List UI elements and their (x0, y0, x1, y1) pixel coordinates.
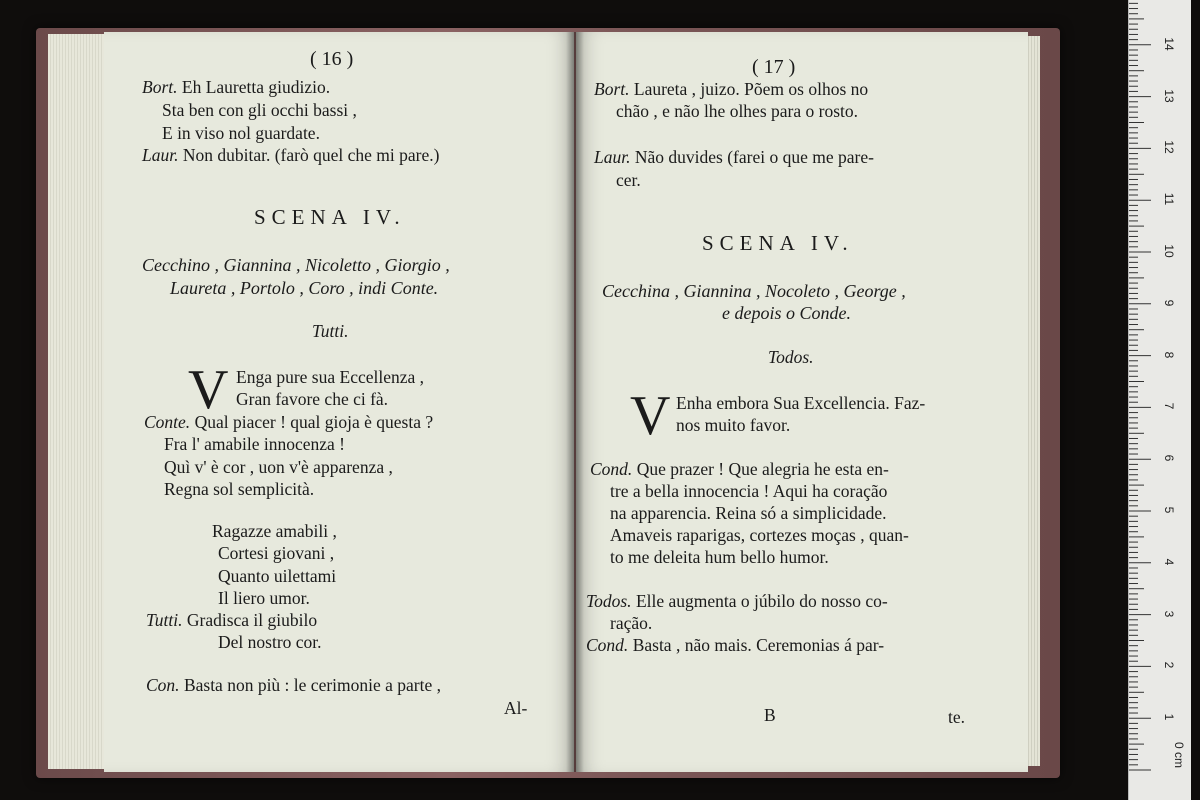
dialogue-line (590, 458, 889, 480)
dialogue-line (144, 411, 433, 433)
verse-line: Gran favore che ci fà. (236, 389, 389, 409)
speaker: Laur. (594, 147, 631, 167)
page-number: ( 16 ) (310, 48, 354, 70)
dialogue-text: Elle augmenta o júbilo do nosso co- (635, 591, 888, 611)
ruler-label: 7 (1162, 403, 1176, 410)
speaker: Bort. (594, 79, 630, 99)
dialogue-line (594, 146, 874, 168)
page-number: ( 17 ) (752, 56, 796, 78)
drop-cap: V (630, 385, 671, 447)
dialogue-line (586, 590, 888, 612)
dialogue-line: chão , e não lhe olhes para o rosto. (616, 101, 859, 121)
ruler-label: 11 (1162, 192, 1176, 206)
dialogue-line: ração. (610, 613, 653, 633)
ruler-label: 14 (1162, 37, 1176, 51)
characters-line: Cecchina , Giannina , Nocoleto , George , (602, 281, 906, 301)
dialogue-line: tre a bella innocencia ! Aqui ha coração (610, 481, 888, 501)
aria-line: Il liero umor. (218, 588, 310, 608)
dialogue-line (586, 634, 884, 656)
speaker: Bort. (142, 77, 178, 97)
dialogue-text: Basta non più : le cerimonie a parte , (183, 675, 442, 695)
dialogue-line (142, 76, 330, 98)
left-page (104, 32, 574, 772)
dialogue-text: Não duvides (farei o que me pare- (634, 147, 874, 167)
characters-line: e depois o Conde. (722, 303, 851, 323)
dialogue-text: Basta , não mais. Ceremonias á par- (632, 635, 885, 655)
aria-line: Cortesi giovani , (218, 543, 335, 563)
dialogue-line: cer. (616, 170, 641, 190)
dialogue-line: E in viso nol guardate. (162, 123, 320, 143)
catchword: te. (948, 707, 966, 727)
verse-line: Quì v' è cor , uon v'è apparenza , (164, 457, 393, 477)
ruler-label: 5 (1162, 506, 1176, 514)
dialogue-line: na apparencia. Reina só a simplicidade. (610, 503, 887, 523)
ruler-label: 4 (1162, 558, 1176, 566)
dialogue-text: Eh Lauretta giudizio. (181, 77, 331, 97)
verse-line: Regna sol semplicità. (164, 479, 315, 499)
dialogue-line: Amaveis raparigas, cortezes moças , quan- (610, 525, 909, 545)
speaker: Conte. (144, 412, 191, 432)
drop-cap: V (188, 359, 229, 421)
speaker: Con. (146, 675, 180, 695)
measuring-ruler (1128, 0, 1191, 800)
ruler-label: 2 (1162, 662, 1176, 669)
aria-line: Del nostro cor. (218, 632, 322, 652)
dialogue-text: Que prazer ! Que alegria he esta en- (636, 459, 889, 479)
speaker: Cond. (590, 459, 633, 479)
ruler-label: 8 (1162, 351, 1176, 358)
ruler-ticks (1129, 0, 1191, 800)
scene-title: SCENA IV. (254, 205, 406, 229)
ruler-label: 0 cm (1172, 741, 1186, 768)
verse-line: Fra l' amabile innocenza ! (164, 434, 345, 454)
scene-title: SCENA IV. (702, 231, 854, 255)
book-gutter (566, 32, 584, 772)
ruler-label: 1 (1162, 713, 1176, 721)
dialogue-line: to me deleita hum bello humor. (610, 547, 829, 567)
aria-line: Quanto uilettami (218, 566, 337, 586)
aria-line: Ragazze amabili , (212, 521, 337, 541)
right-page (576, 32, 1028, 772)
ruler-label: 3 (1162, 610, 1176, 617)
dialogue-line (594, 78, 868, 100)
speaker: Laur. (142, 145, 179, 165)
ruler-label: 13 (1162, 88, 1176, 103)
verse-line: nos muito favor. (676, 415, 791, 435)
ruler-label: 10 (1162, 244, 1176, 258)
catchword: Al- (504, 698, 528, 718)
dialogue-text: Gradisca il giubilo (186, 610, 318, 630)
characters-line: Cecchino , Giannina , Nicoletto , Giorgio , (142, 255, 450, 275)
signature-mark: B (764, 705, 776, 725)
dialogue-text: Non dubitar. (farò quel che mi pare.) (182, 145, 440, 165)
tutti-heading: Tutti. (312, 321, 349, 341)
verse-line: Enga pure sua Eccellenza , (236, 367, 425, 387)
speaker: Tutti. (146, 610, 183, 630)
dialogue-line: Sta ben con gli occhi bassi , (162, 100, 357, 120)
characters-line: Laureta , Portolo , Coro , indi Conte. (170, 278, 439, 298)
dialogue-text: Qual piacer ! qual gioja è questa ? (194, 412, 434, 432)
ruler-label: 9 (1162, 299, 1176, 307)
dialogue-line (142, 144, 439, 166)
speaker: Cond. (586, 635, 629, 655)
page-edges-left (48, 34, 107, 769)
dialogue-line (146, 674, 441, 696)
verse-line: Enha embora Sua Excellencia. Faz- (676, 393, 926, 413)
dialogue-line (146, 609, 317, 631)
speaker: Todos. (586, 591, 632, 611)
dialogue-text: Laureta , juizo. Põem os olhos no (633, 79, 869, 99)
ruler-label: 6 (1162, 454, 1176, 462)
ruler-label: 12 (1162, 140, 1176, 155)
todos-heading: Todos. (768, 347, 814, 367)
